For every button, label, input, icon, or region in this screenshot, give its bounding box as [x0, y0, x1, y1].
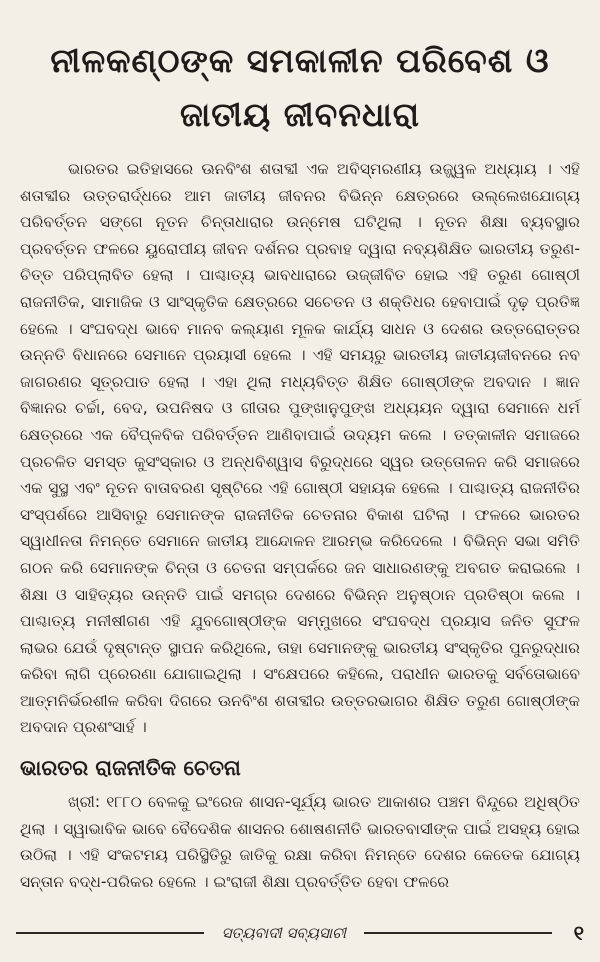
chapter-title: ନୀଳକଣ୍ଠଙ୍କ ସମକାଳୀନ ପରିବେଶ ଓ ଜାତୀୟ ଜୀବନଧାରା	[50, 41, 550, 134]
chapter-paragraph: ଭାରତର ଇତିହାସରେ ଊନବିଂଶ ଶତାବ୍ଦୀ ଏକ ଅବିସ୍ମରଣୀୟ ଉଜ୍ଜ୍ୱଳ ଅଧ୍ୟାୟ । ଏହି ଶତାବ୍ଦୀର ଉତ୍ତରାର୍ଦ୍ଧରେ ଆମ ଜାତୀୟ ଜୀବନର ବିଭିନ୍ନ କ୍ଷେତ୍ରରେ ଉଲ୍ଲେଖଯୋଗ୍ୟ ପରିବର୍ତ୍ତନ ସଙ୍ଗେ ନୂତନ ଚିନ୍ତାଧାରାର ଉନ୍ମେଷ ଘଟିଥିଲା । ନୂତନ ଶିକ୍ଷା ବ୍ୟବସ୍ଥାର ପ୍ରବର୍ତ୍ତନ ଫଳରେ ୟୁରୋପୀୟ ଜୀବନ ଦର୍ଶନର ପ୍ରବାହ ଦ୍ୱାରା ନବ୍ୟଶିକ୍ଷିତ ଭାରତୀୟ ତରୁଣ-ଚିତ୍ତ ପରିପ୍ଲାବିତ ହେଲା । ପାଶ୍ଚାତ୍ୟ ଭାବଧାରାରେ ଉଜ୍ଜୀବିତ ହୋଇ ଏହି ତରୁଣ ଗୋଷ୍ଠୀ ରାଜନୀତିକ, ସାମାଜିକ ଓ ସାଂସ୍କୃତିକ କ୍ଷେତ୍ରରେ ସଚେତନ ଓ ଶକ୍ତିଧର ହେବାପାଇଁ ଦୃଢ଼ ପ୍ରତିଜ୍ଞ ହେଲେ । ସଂଘବଦ୍ଧ ଭାବେ ମାନବ କଲ୍ୟାଣ ମୂଳକ କାର୍ଯ୍ୟ ସାଧନ ଓ ଦେଶର ଉତ୍ତରୋତ୍ତର ଉନ୍ନତି ବିଧାନରେ ସେମାନେ ପ୍ରୟାସୀ ହେଲେ । ଏହି ସମୟରୁ ଭାରତୀୟ ଜାତୀୟଜୀବନରେ ନବ ଜାଗରଣର ସୂତ୍ରପାତ ହେଲା । ଏହା ଥିଲା ମଧ୍ୟବିତ୍ତ ଶିକ୍ଷିତ ଗୋଷ୍ଠୀଙ୍କ ଅବଦାନ । ଜ୍ଞାନ ବିଜ୍ଞାନର ଚର୍ଚ୍ଚା, ବେଦ, ଉପନିଷଦ ଓ ଗୀତାର ପୁଙ୍ଖାନୁପୁଙ୍ଖ ଅଧ୍ୟୟନ ଦ୍ୱାରା ସେମାନେ ଧର୍ମ କ୍ଷେତ୍ରରେ ଏକ ବୈପ୍ଳବିକ ପରିବର୍ତ୍ତନ ଆଣିବାପାଇଁ ଉଦ୍ୟମ କଲେ । ତତ୍କାଳୀନ ସମାଜରେ ପ୍ରଚଳିତ ସମସ୍ତ କୁସଂସ୍କାର ଓ ଅନ୍ଧବିଶ୍ୱାସ ବିରୁଦ୍ଧରେ ସ୍ୱର ଉତ୍ତୋଳନ କରି ସମାଜରେ ଏକ ସୁସ୍ଥ ଏବଂ ନୂତନ ବାତାବରଣ ସୃଷ୍ଟିରେ ଏହି ଗୋଷ୍ଠୀ ସହାୟକ ହେଲେ । ପାଶ୍ଚାତ୍ୟ ରାଜନୀତିର ସଂସ୍ପର୍ଶରେ ଆସିବାରୁ ସେମାନଙ୍କ ରାଜନୀତିକ ଚେତନାର ବିକାଶ ଘଟିଲା । ଫଳରେ ଭାରତର ସ୍ୱାଧୀନତା ନିମନ୍ତେ ସେମାନେ ଜାତୀୟ ଆନ୍ଦୋଳନ ଆରମ୍ଭ କରିଦେଲେ । ବିଭିନ୍ନ ସଭା ସମିତି ଗଠନ କରି ସେମାନଙ୍କ ଚିନ୍ତା ଓ ଚେତନା ସମ୍ପର୍କରେ ଜନ ସାଧାରଣଙ୍କୁ ଅବଗତ କରାଇଲେ । ଶିକ୍ଷା ଓ ସାହିତ୍ୟର ଉନ୍ନତି ପାଇଁ ସମଗ୍ର ଦେଶରେ ବିଭିନ୍ନ ଅନୁଷ୍ଠାନ ପ୍ରତିଷ୍ଠା କଲେ । ପାଶ୍ଚାତ୍ୟ ମନୀଷୀଗଣ ଏହି ଯୁବଗୋଷ୍ଠୀଙ୍କ ସମ୍ମୁଖରେ ସଂଘବଦ୍ଧ ପ୍ରୟାସ ଜନିତ ସୁଫଳ ଲାଭର ଯେଉଁ ଦୃଷ୍ଟାନ୍ତ ସ୍ଥାପନ କରିଥିଲେ, ତାହା ସେମାନଙ୍କୁ ଭାରତୀୟ ସଂସ୍କୃତିର ପୁନରୁଦ୍ଧାର କରିବା ଲାଗି ପ୍ରେରଣା ଯୋଗାଇଥିଲା । ସଂକ୍ଷେପରେ କହିଲେ, ପରାଧୀନ ଭାରତକୁ ସର୍ବତୋଭାବେ ଆତ୍ମନିର୍ଭରଶୀଳ କରିବା ଦିଗରେ ଊନବିଂଶ ଶତାବ୍ଦୀର ଉତ୍ତରଭାଗର ଶିକ୍ଷିତ ତରୁଣ ଗୋଷ୍ଠୀଙ୍କ ଅବଦାନ ପ୍ରଶଂସାର୍ହ ।	[20, 160, 580, 737]
footer-rule-right	[364, 932, 552, 934]
page-number: ୧	[573, 921, 584, 945]
section-heading: ଭାରତର ରାଜନୀତିକ ଚେତନା	[20, 756, 241, 781]
section-paragraph: ଖ୍ରୀ: ୧୮୮୦ ବେଳକୁ ଇଂରେଜ ଶାସନ-ସୂର୍ଯ୍ୟ ଭାରତ ଆକାଶର ପଞ୍ଚମ ବିନ୍ଦୁରେ ଅଧିଷ୍ଠିତ ଥିଲା । ସ୍ୱାଭାବିକ ଭାବେ ବୈଦେଶିକ ଶାସନର ଶୋଷଣନୀତି ଭାରତବାସୀଙ୍କ ପାଇଁ ଅସହ୍ୟ ହୋଇ ଉଠିଲା । ଏହି ସଂକଟମୟ ପରିସ୍ଥିତିରୁ ଜାତିକୁ ରକ୍ଷା କରିବା ନିମନ୍ତେ ଦେଶର କେତେକ ଯୋଗ୍ୟ ସନ୍ତାନ ବଦ୍ଧ-ପରିକର ହେଲେ । ଇଂରାଜୀ ଶିକ୍ଷା ପ୍ରବର୍ତ୍ତିତ ହେବା ଫଳରେ	[20, 793, 580, 891]
footer-book-title: ସତ୍ୟବାଦୀ ସବ୍ୟସାଚୀ	[221, 924, 346, 942]
footer-rule-left	[16, 932, 204, 934]
page-footer	[16, 922, 584, 944]
